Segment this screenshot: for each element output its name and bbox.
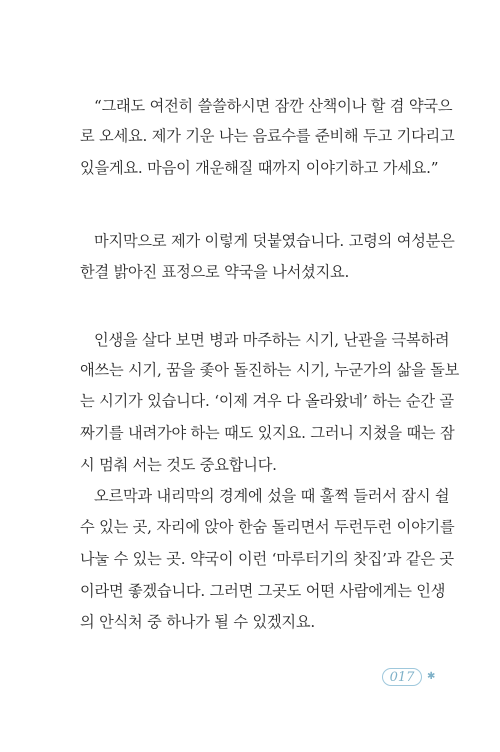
page-footer xyxy=(382,668,438,688)
text-line: 는 시기가 있습니다. ‘이제 겨우 다 올라왔네’ 하는 순간 골 xyxy=(80,392,454,410)
text-line: 인생을 살다 보면 병과 마주하는 시기, 난관을 극복하려 xyxy=(94,331,450,349)
text-line: 이라면 좋겠습니다. 그러면 그곳도 어떤 사람에게는 인생 xyxy=(80,582,446,600)
text-line: 마지막으로 제가 이렇게 덧붙였습니다. 고령의 여성분은 xyxy=(94,232,455,250)
text-line: 오르막과 내리막의 경계에 섰을 때 훌쩍 들러서 잠시 쉴 xyxy=(94,487,450,505)
text-line: 나눌 수 있는 곳. 약국이 이런 ‘마루터기의 찻집’과 같은 곳 xyxy=(80,550,454,568)
text-line: 의 안식처 중 하나가 될 수 있겠지요. xyxy=(80,613,315,631)
text-line: “그래도 여전히 쓸쓸하시면 잠깐 산책이나 할 겸 약국으 xyxy=(94,97,453,115)
text-line: 애쓰는 시기, 꿈을 좇아 돌진하는 시기, 누군가의 삶을 돌보 xyxy=(80,361,460,379)
text-line: 짜기를 내려가야 하는 때도 있지요. 그러니 지쳤을 때는 잠 xyxy=(80,424,455,442)
page-number: 017 xyxy=(382,668,422,686)
text-line: 있을게요. 마음이 개운해질 때까지 이야기하고 가세요.” xyxy=(80,159,439,177)
star-icon: ✱ xyxy=(427,671,436,682)
text-line: 수 있는 곳, 자리에 앉아 한숨 돌리면서 두런두런 이야기를 xyxy=(80,518,455,536)
text-line: 한결 밝아진 표정으로 약국을 나서셨지요. xyxy=(80,263,350,281)
text-line: 시 멈춰 서는 것도 중요합니다. xyxy=(80,456,277,474)
text-line: 로 오세요. 제가 기운 나는 음료수를 준비해 두고 기다리고 xyxy=(80,127,455,145)
